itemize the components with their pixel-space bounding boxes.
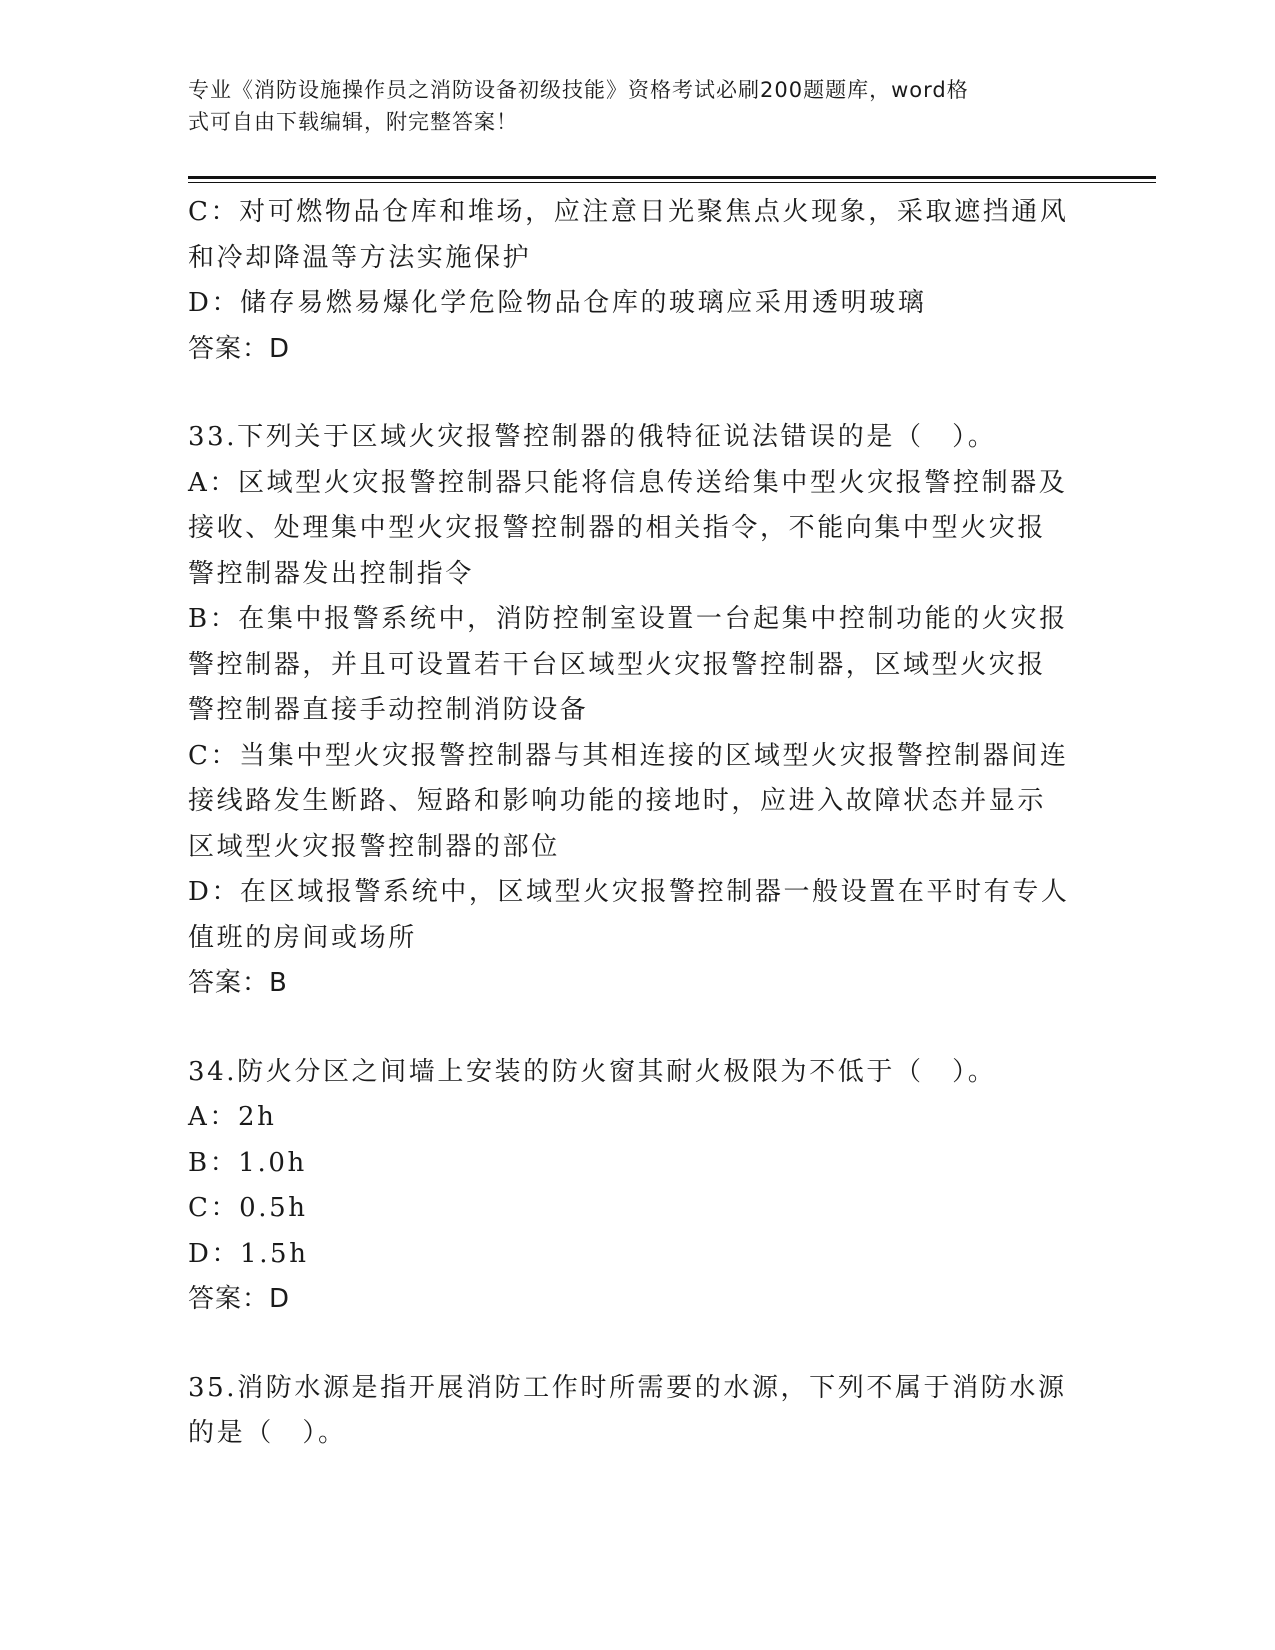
option-b-line: 警控制器，并且可设置若干台区域型火灾报警控制器，区域型火灾报 xyxy=(188,649,1047,680)
option-a-line: A：2h xyxy=(188,1102,277,1132)
option-d-line: 值班的房间或场所 xyxy=(188,922,417,953)
question-content xyxy=(188,190,1088,1457)
answer-line: 答案：D xyxy=(188,333,291,364)
spacer xyxy=(188,372,1088,415)
question-stem: 35.消防水源是指开展消防工作时所需要的水源，下列不属于消防水源 xyxy=(188,1372,1067,1403)
option-c-line: 区域型火灾报警控制器的部位 xyxy=(188,831,560,862)
option-a-line: 接收、处理集中型火灾报警控制器的相关指令，不能向集中型火灾报 xyxy=(188,513,1047,543)
header-line-2: 式可自由下载编辑，附完整答案！ xyxy=(188,110,518,134)
question-stem: 34.防火分区之间墙上安装的防火窗其耐火极限为不低于（ ）。 xyxy=(188,1056,997,1087)
header-divider-thick xyxy=(188,176,1156,179)
option-c-line: 和冷却降温等方法实施保护 xyxy=(188,242,532,273)
answer-line: 答案：B xyxy=(188,968,288,998)
option-b-line: B：在集中报警系统中，消防控制室设置一台起集中控制功能的火灾报 xyxy=(188,604,1068,634)
option-d-line: D：在区域报警系统中，区域型火灾报警控制器一般设置在平时有专人 xyxy=(188,877,1070,907)
question-stem: 33.下列关于区域火灾报警控制器的俄特征说法错误的是（ ）。 xyxy=(188,422,997,452)
option-b-line: 警控制器直接手动控制消防设备 xyxy=(188,695,589,725)
question-35 xyxy=(188,1366,1088,1457)
question-stem: 的是（ ）。 xyxy=(188,1418,347,1448)
header-divider-thin xyxy=(188,182,1156,183)
spacer xyxy=(188,1007,1088,1050)
option-c-line: C：0.5h xyxy=(188,1193,308,1223)
question-32-tail xyxy=(188,190,1088,372)
answer-line: 答案：D xyxy=(188,1284,291,1314)
option-d-line: D：1.5h xyxy=(188,1238,309,1269)
question-33 xyxy=(188,415,1088,1007)
document-header xyxy=(188,74,1068,138)
spacer xyxy=(188,1323,1088,1366)
question-34 xyxy=(188,1050,1088,1323)
option-c-line: C：当集中型火灾报警控制器与其相连接的区域型火灾报警控制器间连 xyxy=(188,740,1069,771)
option-b-line: B：1.0h xyxy=(188,1147,307,1178)
option-c-line: 接线路发生断路、短路和影响功能的接地时，应进入故障状态并显示 xyxy=(188,786,1047,816)
option-a-line: A：区域型火灾报警控制器只能将信息传送给集中型火灾报警控制器及 xyxy=(188,467,1068,498)
option-d-line: D：储存易燃易爆化学危险物品仓库的玻璃应采用透明玻璃 xyxy=(188,288,927,318)
header-line-1: 专业《消防设施操作员之消防设备初级技能》资格考试必刷200题题库，word格 xyxy=(188,78,969,102)
option-a-line: 警控制器发出控制指令 xyxy=(188,558,475,589)
option-c-line: C：对可燃物品仓库和堆场，应注意日光聚焦点火现象，采取遮挡通风 xyxy=(188,197,1069,227)
